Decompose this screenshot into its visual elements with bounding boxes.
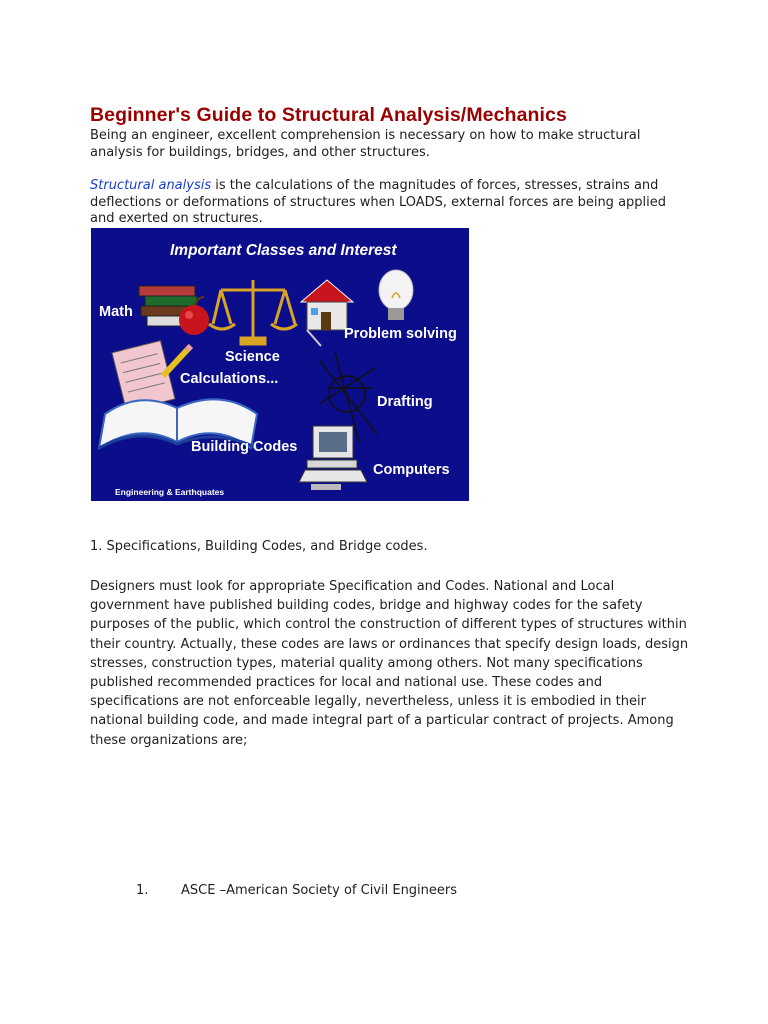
- label-computers: Computers: [373, 462, 450, 478]
- label-building-codes: Building Codes: [191, 439, 298, 455]
- list-item-number: 1.: [136, 883, 149, 898]
- page-title: Beginner's Guide to Structural Analysis/Mechanics: [90, 104, 567, 126]
- definition-paragraph: [90, 178, 690, 228]
- classes-interest-figure: [91, 228, 469, 501]
- figure-credit: Engineering & Earthquates: [115, 487, 225, 497]
- label-math: Math: [99, 304, 133, 320]
- lightbulb-icon: [379, 270, 413, 320]
- intro-paragraph: Being an engineer, excellent comprehension is necessary on how to make structural analysis for buildings, bridges, and other structures.: [90, 128, 641, 160]
- section-body: Designers must look for appropriate Specification and Codes. National and Local government have published building codes, bridge and highway codes for the safety purposes of the public, which control the construction of different types of structures within their country. Actually, these codes are laws or ordinances that specify design loads, design stresses, construction types, material quality among others. Not many specifications published recommended practices for local and national use. These codes and specifications are not enforceable legally, nevertheless, unless it is embodied in their national building code, and made integral part of a particular contract of projects. Among these organizations are;: [90, 579, 689, 748]
- list-item: ASCE –American Society of Civil Engineers: [181, 883, 458, 898]
- definition-text: is the calculations of the magnitudes of forces, stresses, strains and deflections or deformations of structures when LOADS, external forces are being applied and exerted on structures.: [90, 178, 667, 226]
- label-calculations: Calculations...: [180, 371, 279, 387]
- structural-analysis-link[interactable]: Structural analysis: [90, 178, 212, 193]
- balance-scale-icon: [209, 280, 297, 344]
- label-problem-solving: Problem solving: [344, 326, 457, 342]
- label-science: Science: [225, 349, 280, 365]
- figure-illustrations: [91, 228, 469, 501]
- figure-heading: Important Classes and Interest: [170, 242, 397, 259]
- label-drafting: Drafting: [377, 394, 433, 410]
- section-heading: 1. Specifications, Building Codes, and Bridge codes.: [90, 539, 428, 554]
